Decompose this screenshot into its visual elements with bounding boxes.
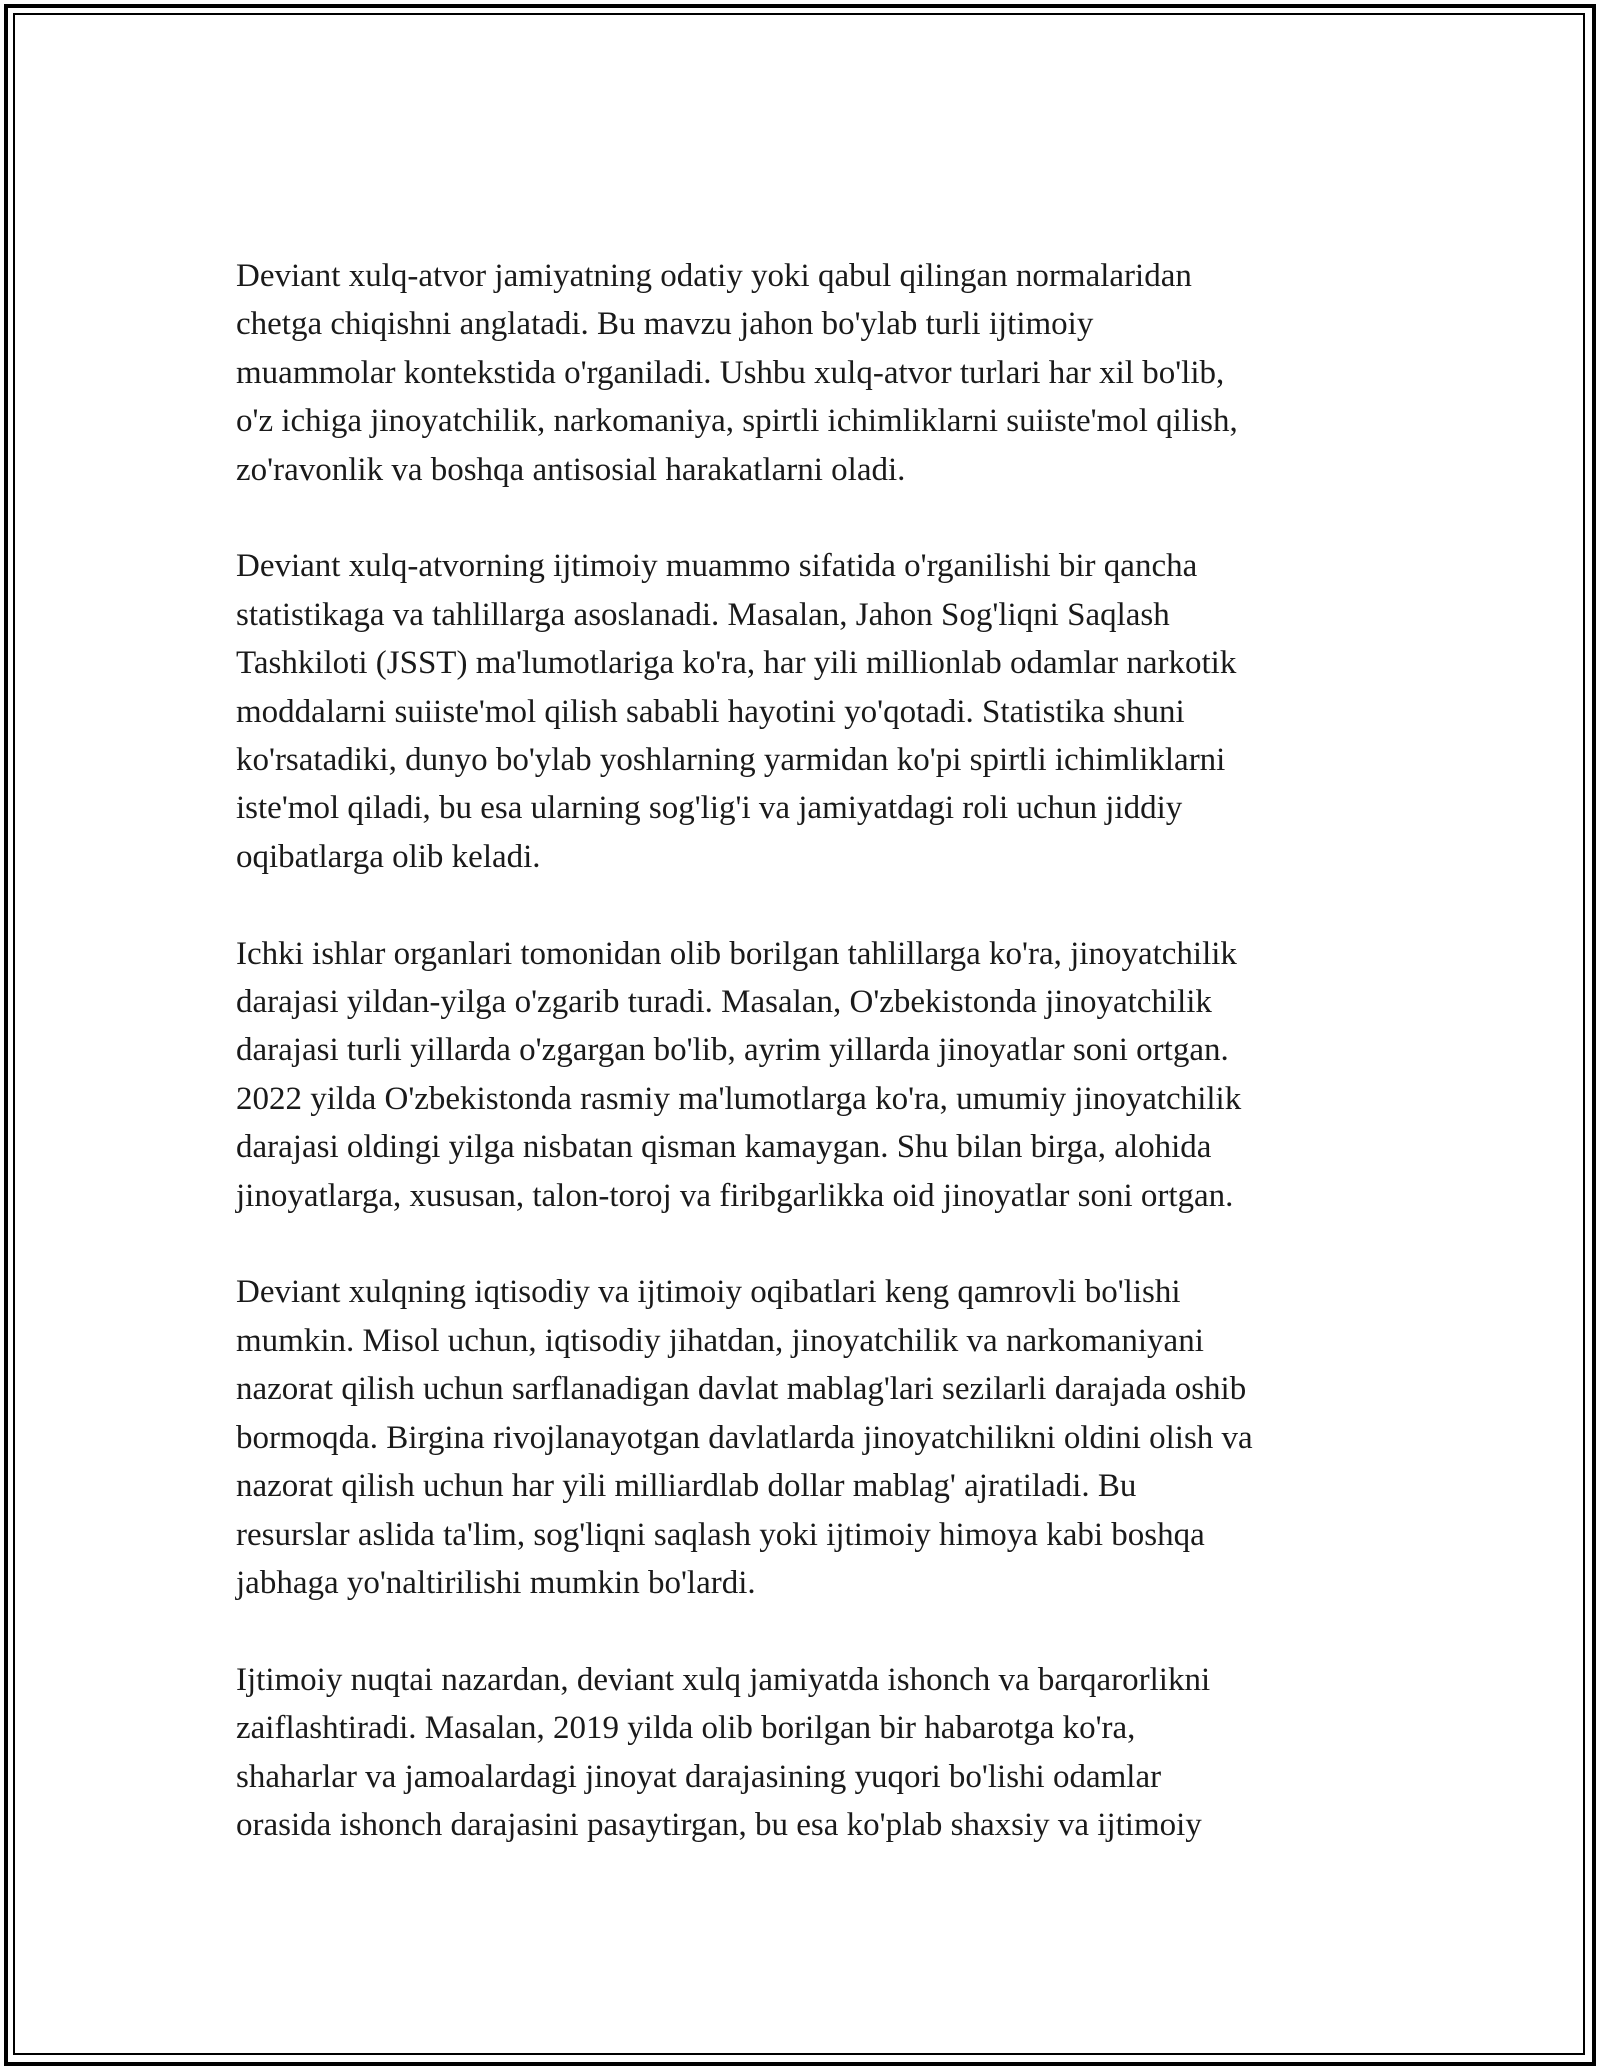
text-line: bormoqda. Birgina rivojlanayotgan davlatlarda jinoyatchilikni oldini olish va	[236, 1419, 1253, 1456]
text-line: shaharlar va jamoalardagi jinoyat darajasining yuqori bo'lishi odamlar	[236, 1758, 1162, 1795]
document-body	[236, 252, 1376, 1898]
paragraph-3	[236, 930, 1376, 1220]
text-line: o'z ichiga jinoyatchilik, narkomaniya, spirtli ichimliklarni suiiste'mol qilish,	[236, 403, 1238, 440]
text-line: 2022 yilda O'zbekistonda rasmiy ma'lumotlarga ko'ra, umumiy jinoyatchilik	[236, 1080, 1242, 1117]
text-line: Deviant xulqning iqtisodiy va ijtimoiy oqibatlari keng qamrovli bo'lishi	[236, 1274, 1181, 1311]
paragraph-4	[236, 1268, 1376, 1607]
paragraph-1	[236, 252, 1376, 494]
text-line: muammolar kontekstida o'rganiladi. Ushbu xulq-atvor turlari har xil bo'lib,	[236, 354, 1225, 391]
text-line: nazorat qilish uchun har yili milliardlab dollar mablag' ajratiladi. Bu	[236, 1468, 1137, 1505]
text-line: orasida ishonch darajasini pasaytirgan, bu esa ko'plab shaxsiy va ijtimoiy	[236, 1806, 1202, 1843]
text-line: jabhaga yo'naltirilishi mumkin bo'lardi.	[236, 1564, 756, 1601]
paragraph-2	[236, 542, 1376, 881]
text-line: ko'rsatadiki, dunyo bo'ylab yoshlarning yarmidan ko'pi spirtli ichimliklarni	[236, 742, 1226, 779]
text-line: iste'mol qiladi, bu esa ularning sog'lig'i va jamiyatdagi roli uchun jiddiy	[236, 790, 1183, 827]
paragraph-5	[236, 1656, 1376, 1850]
text-line: statistikaga va tahlillarga asoslanadi. Masalan, Jahon Sog'liqni Saqlash	[236, 596, 1170, 633]
text-line: mumkin. Misol uchun, iqtisodiy jihatdan, jinoyatchilik va narkomaniyani	[236, 1322, 1204, 1359]
text-line: nazorat qilish uchun sarflanadigan davlat mablag'lari sezilarli darajada oshib	[236, 1371, 1247, 1408]
text-line: Deviant xulq-atvor jamiyatning odatiy yoki qabul qilingan normalaridan	[236, 258, 1192, 294]
text-line: Ijtimoiy nuqtai nazardan, deviant xulq jamiyatda ishonch va barqarorlikni	[236, 1661, 1211, 1698]
text-line: moddalarni suiiste'mol qilish sababli hayotini yo'qotadi. Statistika shuni	[236, 693, 1185, 730]
text-line: chetga chiqishni anglatadi. Bu mavzu jahon bo'ylab turli ijtimoiy	[236, 306, 1094, 343]
text-line: Deviant xulq-atvorning ijtimoiy muammo sifatida o'rganilishi bir qancha	[236, 548, 1198, 585]
text-line: darajasi yildan-yilga o'zgarib turadi. Masalan, O'zbekistonda jinoyatchilik	[236, 984, 1212, 1021]
text-line: resurslar aslida ta'lim, sog'liqni saqlash yoki ijtimoiy himoya kabi boshqa	[236, 1516, 1205, 1553]
text-line: jinoyatlarga, xususan, talon-toroj va firibgarlikka oid jinoyatlar soni ortgan.	[236, 1177, 1234, 1214]
text-line: darajasi oldingi yilga nisbatan qisman kamaygan. Shu bilan birga, alohida	[236, 1129, 1212, 1166]
text-line: Ichki ishlar organlari tomonidan olib borilgan tahlillarga ko'ra, jinoyatchilik	[236, 935, 1237, 972]
text-line: zo'ravonlik va boshqa antisosial harakatlarni oladi.	[236, 451, 906, 488]
text-line: oqibatlarga olib keladi.	[236, 838, 541, 875]
text-line: zaiflashtiradi. Masalan, 2019 yilda olib borilgan bir habarotga ko'ra,	[236, 1710, 1136, 1747]
text-line: darajasi turli yillarda o'zgargan bo'lib, ayrim yillarda jinoyatlar soni ortgan.	[236, 1032, 1229, 1069]
text-line: Tashkiloti (JSST) ma'lumotlariga ko'ra, har yili millionlab odamlar narkotik	[236, 645, 1237, 682]
